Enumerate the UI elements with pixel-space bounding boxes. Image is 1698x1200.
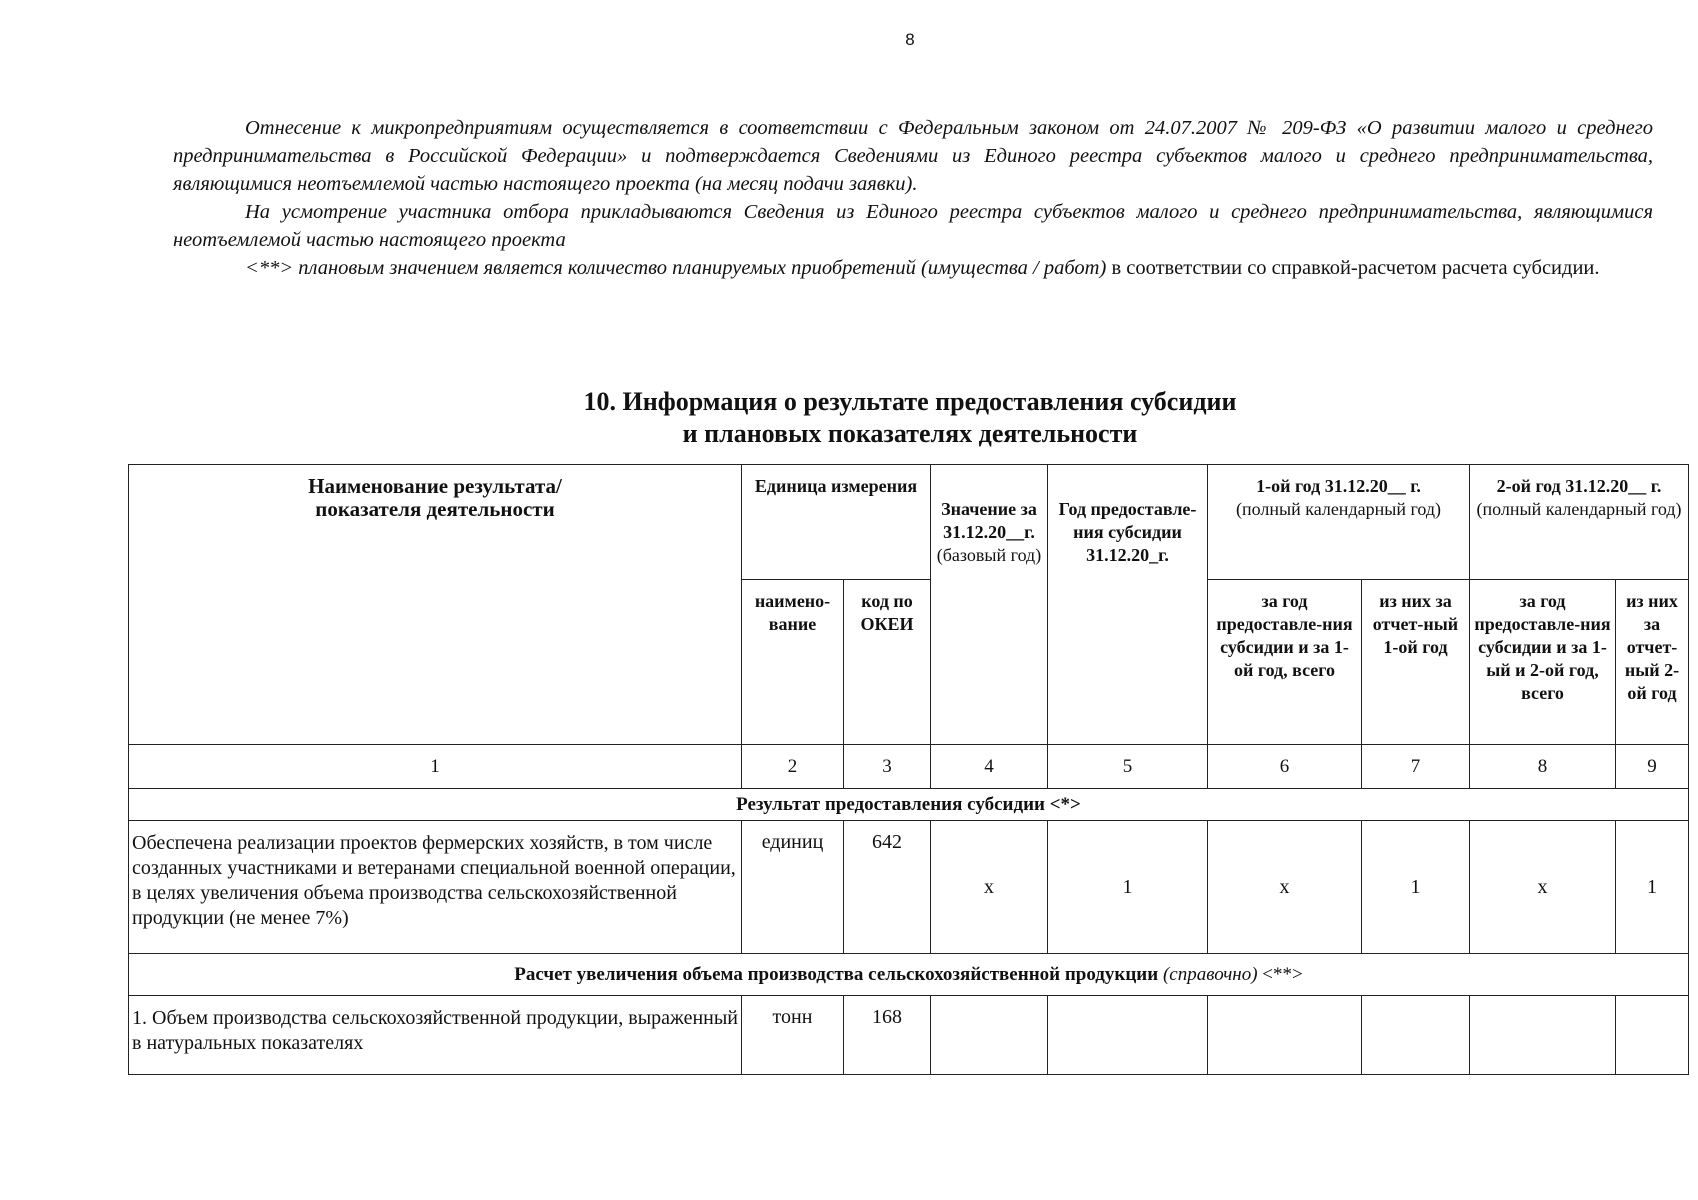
col-number: 4 bbox=[931, 745, 1048, 789]
row-name: 1. Объем производства сельскохозяйственной продукции, выраженный в натуральных показателях bbox=[129, 996, 742, 1075]
header-col7: из них за отчет-ный 1-ой год bbox=[1362, 580, 1470, 745]
header-year1: 1-ой год 31.12.20__ г. (полный календарный год) bbox=[1208, 465, 1470, 580]
page-number: 8 bbox=[905, 30, 915, 49]
section-row-result bbox=[129, 789, 1689, 821]
row-col7 bbox=[1362, 996, 1470, 1075]
note-registry: На усмотрение участника отбора прикладываются Сведения из Единого реестра субъектов малого и среднего предпринимательства, являющимися неотъемлемой частью настоящего проекта bbox=[173, 201, 1653, 251]
results-table bbox=[128, 464, 1689, 1075]
header-unit-name: наимено-вание bbox=[742, 580, 844, 745]
footnotes bbox=[173, 114, 1653, 282]
header-col8: за год предоставле-ния субсидии и за 1-ый и 2-ой год, всего bbox=[1470, 580, 1616, 745]
row-col8 bbox=[1470, 996, 1616, 1075]
col-number: 2 bbox=[742, 745, 844, 789]
row-code: 168 bbox=[844, 996, 931, 1075]
header-subsidy-year: Год предоставле-ния субсидии 31.12.20_г. bbox=[1048, 465, 1208, 745]
row-code: 642 bbox=[844, 821, 931, 954]
header-year2: 2-ой год 31.12.20__ г. (полный календарный год) bbox=[1470, 465, 1689, 580]
row-col7: 1 bbox=[1362, 821, 1470, 954]
header-name: Наименование результата/ показателя деятельности bbox=[129, 465, 742, 745]
header-unit: Единица измерения bbox=[742, 465, 931, 580]
section-title: 10. Информация о результате предоставления субсидии и плановых показателях деятельности bbox=[583, 387, 1237, 448]
header-col9: из них за отчет-ный 2-ой год bbox=[1616, 580, 1689, 745]
col-number: 1 bbox=[129, 745, 742, 789]
row-col6 bbox=[1208, 996, 1362, 1075]
row-col8: х bbox=[1470, 821, 1616, 954]
row-col5 bbox=[1048, 996, 1208, 1075]
header-col6: за год предоставле-ния субсидии и за 1-ой год, всего bbox=[1208, 580, 1362, 745]
col-number: 7 bbox=[1362, 745, 1470, 789]
col-number: 3 bbox=[844, 745, 931, 789]
row-unit: единиц bbox=[742, 821, 844, 954]
section-label: Результат предоставления субсидии <*> bbox=[129, 789, 1689, 821]
col-number: 9 bbox=[1616, 745, 1689, 789]
row-col9: 1 bbox=[1616, 821, 1689, 954]
table-row bbox=[129, 996, 1689, 1075]
row-col5: 1 bbox=[1048, 821, 1208, 954]
note-micro-enterprise: Отнесение к микропредприятиям осуществляется в соответствии с Федеральным законом от 24.07.2007 № 209-ФЗ «О развитии малого и среднего предпринимательства в Российской Федерации» и подтверждается Сведениями из Единого реестра субъектов малого и среднего предпринимательства, являющимися неотъемлемой частью настоящего проекта (на месяц подачи заявки). bbox=[173, 117, 1653, 195]
row-unit: тонн bbox=[742, 996, 844, 1075]
col-number: 8 bbox=[1470, 745, 1616, 789]
note-planned-value: <**> плановым значением является количество планируемых приобретений (имущества / работ) в соответствии со справкой-расчетом расчета субсидии. bbox=[245, 257, 1600, 279]
section-label: Расчет увеличения объема производства сельскохозяйственной продукции (справочно) <**> bbox=[129, 954, 1689, 996]
row-col4 bbox=[931, 996, 1048, 1075]
header-okei-code: код по ОКЕИ bbox=[844, 580, 931, 745]
section-row-calculation bbox=[129, 954, 1689, 996]
col-number: 6 bbox=[1208, 745, 1362, 789]
row-col9 bbox=[1616, 996, 1689, 1075]
col-number: 5 bbox=[1048, 745, 1208, 789]
column-numbers-row bbox=[129, 745, 1689, 789]
row-col4: х bbox=[931, 821, 1048, 954]
row-col6: х bbox=[1208, 821, 1362, 954]
row-name: Обеспечена реализации проектов фермерских хозяйств, в том числе созданных участниками и ветеранами специальной военной операции, в целях увеличения объема производства сельскохозяйственной продукции (не менее 7%) bbox=[129, 821, 742, 954]
table-row bbox=[129, 821, 1689, 954]
header-base-value: Значение за 31.12.20__г. (базовый год) bbox=[931, 465, 1048, 745]
